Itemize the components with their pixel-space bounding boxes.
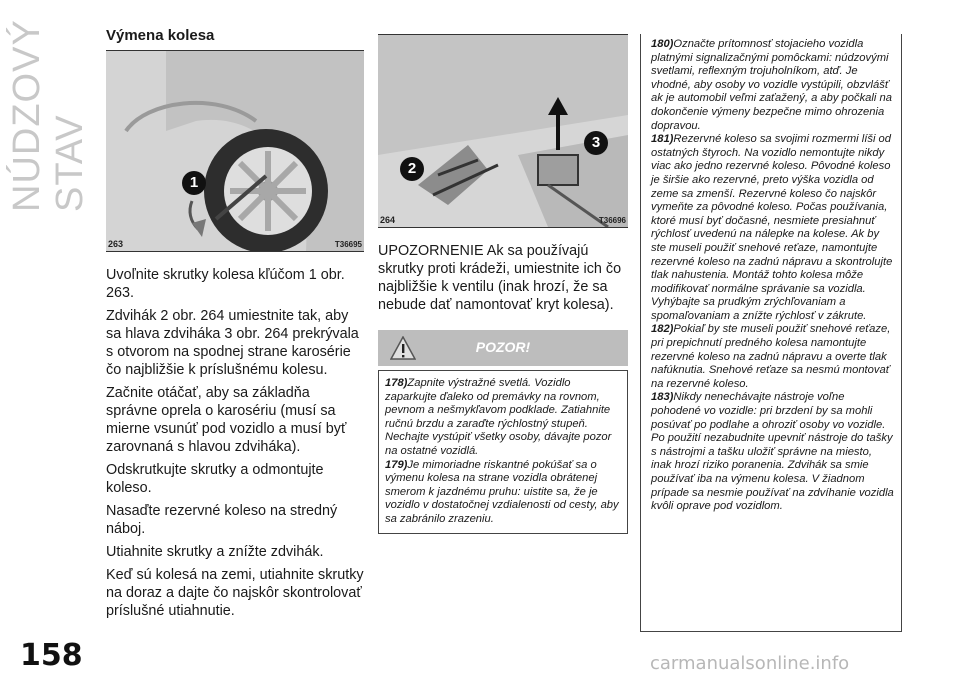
- warning-note: [651, 391, 895, 513]
- warning-note: [385, 459, 621, 527]
- column-middle: [378, 34, 628, 534]
- note-number: 181): [651, 133, 674, 146]
- note-text: Rezervné koleso sa svojimi rozmermi líši od ostatných štyroch. Na vozidlo nemontujte nikdy viac ako jedno rezervné koleso. Pôvodné koleso je širšie ako rezervné, preto výška vozidla od zeme sa zmenší. Rezervné koleso čo najskôr vymeňte za pôvodné koleso. Počas používania, ktoré musí byť dočasné, nesmiete presiahnuť rýchlosť uvedenú na nálepke na kolese. Ak by ste museli použiť snehové reťaze, namontujte rezervné koleso na zadnú nápravu a skontrolujte tlak nahustenia. Montáž tohto kolesa môže modifikovať normálne správanie sa vozidla. Vyhýbajte sa prudkým zrýchľovaniam a spomaľovaniam a znížte rýchlosť v zákrute.: [651, 133, 893, 322]
- callout-3: 3: [584, 131, 608, 155]
- warning-title: POZOR!: [475, 339, 531, 355]
- warning-note: [651, 133, 895, 323]
- figure-264-jack: [378, 34, 628, 228]
- figure-code: T36695: [334, 240, 362, 249]
- paragraph: Zdvihák 2 obr. 264 umiestnite tak, aby sa hlava zdviháka 3 obr. 264 prekrývala s otvorom na spodnej strane karosérie čo najbližšie k príslušnému kolesu.: [106, 308, 359, 378]
- column-right: [640, 34, 902, 632]
- paragraph: Keď sú kolesá na zemi, utiahnite skrutky na doraz a dajte čo najskôr skontrolovať príslušné utiahnutie.: [106, 567, 364, 619]
- callout-1: 1: [182, 171, 206, 195]
- figure-code: T36696: [598, 216, 626, 225]
- note-text: Nikdy nenechávajte nástroje voľne pohodené vo vozidle: pri brzdení by sa mohli posúvať po podlahe a ohroziť osoby vo vozidle. Po použití nezabudnite upevniť nástroje do tašky s nástrojmi a tašku uložiť správne na miesto, inak hrozí riziko poranenia. Zdvihák sa smie používať iba na výmenu kolesa. V žiadnom prípade sa nesmie používať na zdvíhanie vozidla kvôli oprave pod vozidlom.: [651, 391, 894, 513]
- warning-note: [385, 377, 621, 459]
- column-left: [106, 27, 364, 625]
- warning-header: [378, 330, 628, 366]
- note-text: Pokiaľ by ste museli použiť snehové reťaze, pri prepichnutí predného kolesa namontujte rezervné koleso na zadnú nápravu a overte tlak nafúknutia. Snehové reťaze sa nesmú montovať na rezervné koleso.: [651, 323, 891, 390]
- paragraph: Utiahnite skrutky a znížte zdvihák.: [106, 544, 324, 560]
- site-watermark: carmanualsonline.info: [650, 653, 850, 674]
- wheel-wrench-illustration: [106, 51, 364, 251]
- note-number: 183): [651, 391, 674, 404]
- note-number: 178): [385, 377, 408, 389]
- figure-263-wheel-wrench: [106, 50, 364, 252]
- caution-paragraph: UPOZORNENIE Ak sa používajú skrutky proti krádeži, umiestnite ich čo najbližšie k ventilu (inak hrozí, že sa nebude dať namontovať kryt kolesa).: [378, 243, 622, 313]
- page-number: 158: [20, 638, 83, 673]
- warning-note: [651, 38, 895, 133]
- warning-note: [651, 323, 895, 391]
- instructions-text: [106, 266, 364, 620]
- note-number: 180): [651, 38, 674, 50]
- note-text: Zapnite výstražné svetlá. Vozidlo zaparkujte ďaleko od premávky na rovnom, pevnom a nešmykľavom podklade. Zatiahnite ručnú brzdu a zaraďte rýchlostný stupeň. Nechajte vystúpiť všetky osoby, dávajte pozor na ostatné vozidlá.: [385, 377, 612, 457]
- warning-notes-box: [378, 370, 628, 534]
- warning-notes-continued: [640, 34, 902, 632]
- paragraph: Začnite otáčať, aby sa základňa správne oprela o karosériu (musí sa mierne vsunúť pod vozidlo a musí byť zarovnaná s hlavou zdviháka).: [106, 385, 347, 455]
- note-text: Označte prítomnosť stojacieho vozidla platnými signalizačnými pomôckami: núdzovými svetlami, reflexným trojuholníkom, atď. Je vhodné, aby osoby vo vozidle vystúpili, obzvlášť ak je automobil veľmi zaťažený, a aby počkali na dokončenie výmeny bezpečne mimo ohrozenia dopravou.: [651, 38, 892, 132]
- callout-2: 2: [400, 157, 424, 181]
- note-number: 179): [385, 458, 408, 471]
- figure-number: 263: [108, 239, 124, 249]
- note-number: 182): [651, 323, 674, 336]
- section-title: Výmena kolesa: [106, 27, 215, 44]
- figure-number: 264: [380, 215, 396, 225]
- paragraph: Nasaďte rezervné koleso na stredný náboj.: [106, 503, 338, 537]
- chapter-sidebar-label: NÚDZOVÝ STAV: [6, 19, 91, 212]
- caution-paragraph-block: [378, 242, 628, 314]
- paragraph: Odskrutkujte skrutky a odmontujte koleso.: [106, 462, 324, 496]
- paragraph: Uvoľnite skrutky kolesa kľúčom 1 obr. 263.: [106, 267, 345, 301]
- note-text: Je mimoriadne riskantné pokúšať sa o výmenu kolesa na strane vozidla obrátenej smerom k jazdnému pruhu: uistite sa, že je vozidlo v dostatočnej vzdialenosti od cesty, aby sa zabránilo zrazeniu.: [385, 458, 619, 525]
